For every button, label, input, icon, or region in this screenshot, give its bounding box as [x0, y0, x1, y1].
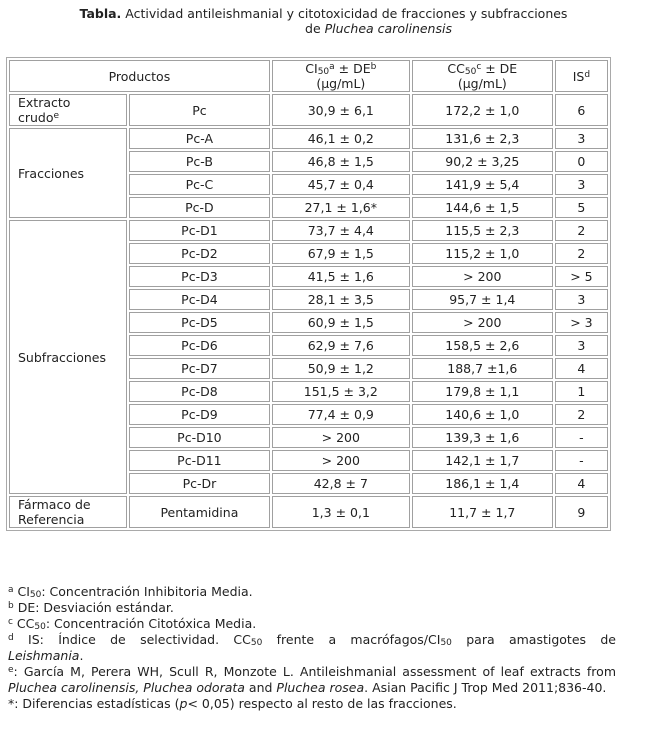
group-subfracciones: Subfracciones: [9, 220, 127, 494]
footnote-star-post: < 0,05) respecto al resto de las fracciones.: [187, 696, 457, 711]
ci50-cell: 62,9 ± 7,6: [272, 335, 410, 356]
ci50-sup: a: [329, 62, 335, 72]
is-cell: > 5: [555, 266, 608, 287]
cc50-unit: (µg/mL): [457, 76, 507, 91]
product-cell: Pc-D8: [129, 381, 270, 402]
is-cell: > 3: [555, 312, 608, 333]
product-cell: Pc-D3: [129, 266, 270, 287]
results-table: [6, 57, 611, 531]
is-cell: 2: [555, 220, 608, 241]
cc50-cell: 144,6 ± 1,5: [412, 197, 553, 218]
group-farmaco-line1: Fármaco de: [18, 497, 91, 512]
footnote-e-species2: Pluchea rosea: [276, 680, 365, 695]
cc50-cell: > 200: [412, 266, 553, 287]
footnote-d-mark: d: [8, 633, 14, 643]
product-cell: Pentamidina: [129, 496, 270, 528]
is-cell: -: [555, 427, 608, 448]
footnote-b: [8, 600, 616, 616]
caption-text: Actividad antileishmanial y citotoxicidad de fracciones y subfracciones: [121, 6, 568, 21]
footnote-d: [8, 632, 616, 664]
ci50-cell: 151,5 ± 3,2: [272, 381, 410, 402]
ci50-cell: > 200: [272, 450, 410, 471]
ci50-cell: 45,7 ± 0,4: [272, 174, 410, 195]
ci50-cell: 1,3 ± 0,1: [272, 496, 410, 528]
is-cell: 3: [555, 128, 608, 149]
product-cell: Pc-D5: [129, 312, 270, 333]
cc50-cell: 179,8 ± 1,1: [412, 381, 553, 402]
product-cell: Pc-D9: [129, 404, 270, 425]
table-caption: [0, 6, 647, 36]
is-cell: 3: [555, 335, 608, 356]
group-fracciones: Fracciones: [9, 128, 127, 218]
product-cell: Pc-D4: [129, 289, 270, 310]
cc50-label: CC: [447, 61, 465, 76]
footnote-d-end: .: [79, 648, 84, 663]
footnote-d-sub1: 50: [250, 638, 263, 648]
is-cell: 2: [555, 404, 608, 425]
header-ci50: [272, 60, 410, 92]
table-row: [9, 128, 608, 149]
product-cell: Pc-D2: [129, 243, 270, 264]
group-extracto-sup: e: [53, 111, 60, 121]
footnote-a-pre: CI: [13, 584, 30, 599]
cc50-cell: 139,3 ± 1,6: [412, 427, 553, 448]
footnote-e-species1: Pluchea carolinensis, Pluchea odorata: [8, 680, 245, 695]
footnote-b-text: DE: Desviación estándar.: [13, 600, 174, 615]
header-cc50: [412, 60, 553, 92]
cc50-cell: 95,7 ± 1,4: [412, 289, 553, 310]
cc50-cell: 131,6 ± 2,3: [412, 128, 553, 149]
table-row: [9, 220, 608, 241]
table-row: [9, 496, 608, 528]
footnote-d-genus: Leishmania: [8, 648, 80, 663]
product-cell: Pc-D: [129, 197, 270, 218]
footnote-e-pre: : García M, Perera WH, Scull R, Monzote L. Antileishmanial assessment of leaf extracts from: [13, 664, 616, 679]
ci50-cell: 50,9 ± 1,2: [272, 358, 410, 379]
is-cell: 3: [555, 289, 608, 310]
ci50-cell: 46,8 ± 1,5: [272, 151, 410, 172]
footnote-c-sub: 50: [34, 622, 46, 632]
cc50-cell: 142,1 ± 1,7: [412, 450, 553, 471]
cc50-cell: 141,9 ± 5,4: [412, 174, 553, 195]
cc50-cell: 140,6 ± 1,0: [412, 404, 553, 425]
ci50-cell: > 200: [272, 427, 410, 448]
cc50-cell: 172,2 ± 1,0: [412, 94, 553, 126]
footnote-e-mark: e: [8, 665, 14, 675]
footnote-star: [8, 696, 616, 712]
cc50-cell: 115,2 ± 1,0: [412, 243, 553, 264]
is-label: IS: [572, 68, 585, 84]
is-cell: 5: [555, 197, 608, 218]
cc50-sup: c: [476, 62, 482, 72]
is-cell: 0: [555, 151, 608, 172]
group-extracto-line2: crudo: [18, 110, 54, 125]
is-cell: 2: [555, 243, 608, 264]
ci50-sub: 50: [317, 67, 330, 77]
footnote-d-sub2: 50: [440, 638, 452, 648]
header-productos: Productos: [9, 60, 270, 92]
group-extracto: [9, 94, 127, 126]
ci50-pm: ± DE: [334, 61, 371, 76]
is-cell: 6: [555, 94, 608, 126]
footnote-d-pre: IS: Índice de selectividad. CC: [13, 632, 251, 647]
is-cell: 4: [555, 358, 608, 379]
caption-prefix: de: [305, 21, 325, 36]
footnote-a: [8, 584, 616, 600]
footnote-c-mark: c: [8, 617, 13, 627]
footnote-star-p: p: [179, 696, 188, 711]
ci50-cell: 67,9 ± 1,5: [272, 243, 410, 264]
de-sup: b: [370, 62, 377, 72]
cc50-sub: 50: [464, 67, 477, 77]
caption-line-1: [0, 6, 647, 21]
is-cell: 4: [555, 473, 608, 494]
product-cell: Pc-D1: [129, 220, 270, 241]
footnote-c-pre: CC: [12, 616, 35, 631]
ci50-cell: 73,7 ± 4,4: [272, 220, 410, 241]
cc50-cell: 90,2 ± 3,25: [412, 151, 553, 172]
ci50-cell: 30,9 ± 6,1: [272, 94, 410, 126]
product-cell: Pc-C: [129, 174, 270, 195]
footnote-e-and: and: [244, 680, 277, 695]
ci50-cell: 77,4 ± 0,9: [272, 404, 410, 425]
cc50-cell: 186,1 ± 1,4: [412, 473, 553, 494]
footnote-e: [8, 664, 616, 696]
group-farmaco: [9, 496, 127, 528]
is-sup: d: [584, 69, 591, 80]
ci50-cell: 27,1 ± 1,6*: [272, 197, 410, 218]
footnotes: [8, 584, 616, 712]
footnote-a-text: : Concentración Inhibitoria Media.: [41, 584, 253, 599]
group-farmaco-line2: Referencia: [18, 512, 85, 527]
is-cell: 3: [555, 174, 608, 195]
caption-species: Pluchea carolinensis: [324, 21, 452, 36]
footnote-star-pre: *: Diferencias estadísticas (: [8, 696, 180, 711]
footnote-d-post: para amastigotes de: [451, 632, 616, 647]
ci50-cell: 41,5 ± 1,6: [272, 266, 410, 287]
product-cell: Pc-D6: [129, 335, 270, 356]
footnote-d-mid: frente a macrófagos/CI: [262, 632, 441, 647]
ci50-cell: 28,1 ± 3,5: [272, 289, 410, 310]
header-row: [9, 60, 608, 92]
header-is: [555, 60, 608, 92]
ci50-cell: 42,8 ± 7: [272, 473, 410, 494]
footnote-a-sub: 50: [29, 590, 42, 600]
product-cell: Pc-A: [129, 128, 270, 149]
cc50-cell: 11,7 ± 1,7: [412, 496, 553, 528]
product-cell: Pc-Dr: [129, 473, 270, 494]
footnote-c-text: : Concentración Citotóxica Media.: [45, 616, 257, 631]
is-cell: 1: [555, 381, 608, 402]
ci50-cell: 46,1 ± 0,2: [272, 128, 410, 149]
cc50-pm: ± DE: [481, 61, 518, 76]
footnote-c: [8, 616, 616, 632]
product-cell: Pc-D11: [129, 450, 270, 471]
product-cell: Pc: [129, 94, 270, 126]
caption-label: Tabla.: [79, 6, 122, 21]
cc50-cell: 158,5 ± 2,6: [412, 335, 553, 356]
ci50-cell: 60,9 ± 1,5: [272, 312, 410, 333]
footnote-a-mark: a: [8, 585, 14, 595]
product-cell: Pc-B: [129, 151, 270, 172]
product-cell: Pc-D7: [129, 358, 270, 379]
is-cell: -: [555, 450, 608, 471]
cc50-cell: 188,7 ±1,6: [412, 358, 553, 379]
product-cell: Pc-D10: [129, 427, 270, 448]
caption-line-2: [0, 21, 647, 36]
cc50-cell: > 200: [412, 312, 553, 333]
footnote-b-mark: b: [8, 601, 14, 611]
ci50-label: CI: [305, 61, 318, 76]
table-row: [9, 94, 608, 126]
group-extracto-line1: Extracto: [18, 95, 71, 110]
is-cell: 9: [555, 496, 608, 528]
footnote-e-post: . Asian Pacific J Trop Med 2011;836-40.: [364, 680, 607, 695]
ci50-unit: (µg/mL): [316, 76, 366, 91]
cc50-cell: 115,5 ± 2,3: [412, 220, 553, 241]
